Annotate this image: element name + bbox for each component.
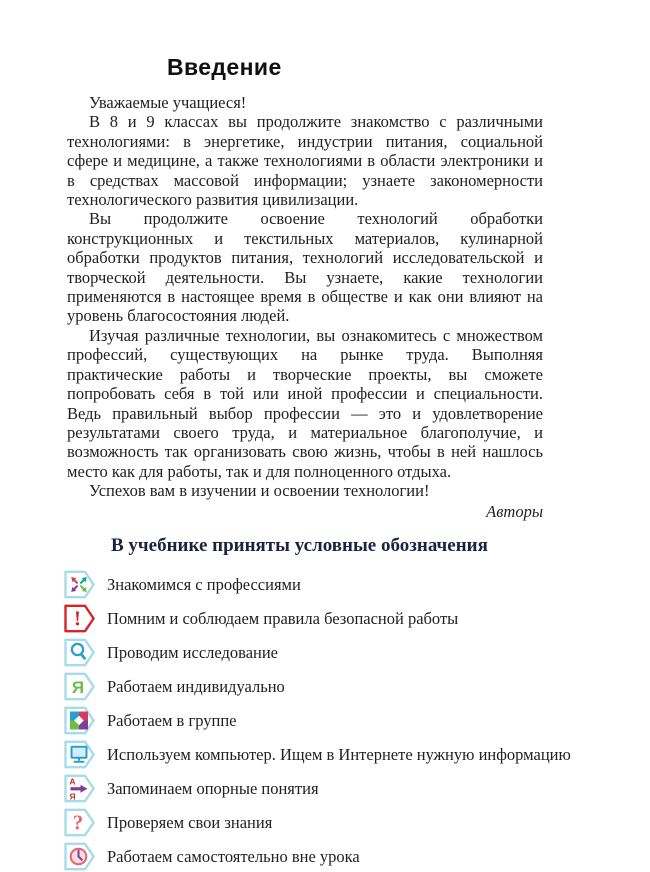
- legend-item-label: Запоминаем опорные понятия: [107, 779, 319, 799]
- computer-icon: [62, 739, 96, 770]
- legend-item: [62, 604, 650, 634]
- svg-text:Я: Я: [71, 678, 85, 698]
- paragraph: В 8 и 9 классах вы продолжите знакомство с различными технологиями: в энергетике, индустрии питания, социальной сфере и медицине, а также технологиями в области электроники и в средствах массовой информации; узнаете закономерности технологического развития цивилизации.: [67, 112, 543, 210]
- page-title: Введение: [167, 54, 282, 80]
- research-magnifier-icon: [62, 637, 96, 668]
- legend-item: [62, 570, 650, 600]
- intro-paragraphs: [67, 93, 543, 501]
- svg-text:Я: Я: [69, 791, 76, 802]
- check-knowledge-icon: [62, 807, 96, 838]
- group-work-icon: [62, 705, 96, 736]
- legend-item: [62, 638, 650, 668]
- legend-item: [62, 706, 650, 736]
- legend-list: [0, 570, 650, 872]
- safety-exclamation-icon: [62, 603, 96, 634]
- svg-text:?: ?: [72, 811, 84, 836]
- individual-work-icon: [62, 671, 96, 702]
- paragraph: Изучая различные технологии, вы ознакомитесь с множеством профессий, существующих на рынке труда. Выполняя практические работы и творческие проекты, вы сможете попробовать себя в той или иной профессии и специальности. Ведь правильный выбор профессии — это и удовлетворение результатами своего труда, и материальное благополучие, и возможность так организовать свою жизнь, чтобы в ней нашлось место как для работы, так и для полноценного отдыха.: [67, 325, 543, 481]
- legend-item-label: Помним и соблюдаем правила безопасной работы: [107, 609, 459, 629]
- legend-heading: В учебнике приняты условные обозначения: [111, 534, 488, 556]
- key-terms-icon: [62, 773, 96, 804]
- paragraph: Вы продолжите освоение технологий обработки конструкционных и текстильных материалов, кулинарной обработки продуктов питания, технологий исследовательской и творческой деятельности. Вы узнаете, какие технологии применяются в настоящее время в обществе и как они влияют на уровень благосостояния людей.: [67, 209, 543, 326]
- paragraph: Уважаемые учащиеся!: [89, 93, 247, 112]
- svg-text:А: А: [69, 776, 76, 787]
- legend-item-label: Работаем в группе: [107, 711, 237, 731]
- legend-item: [62, 808, 650, 838]
- svg-text:!: !: [74, 606, 81, 631]
- paragraph: Успехов вам в изучении и освоении технологии!: [89, 481, 430, 501]
- professions-arrows-icon: [62, 569, 96, 600]
- legend-item-label: Проводим исследование: [107, 643, 279, 663]
- legend-item-label: Знакомимся с профессиями: [107, 575, 301, 595]
- legend-item: [62, 740, 650, 770]
- legend-item-label: Работаем индивидуально: [107, 677, 285, 697]
- legend-item-label: Проверяем свои знания: [107, 813, 273, 833]
- legend-item-label: Работаем самостоятельно вне урока: [107, 847, 360, 867]
- author-line: Авторы: [486, 501, 543, 521]
- legend-item: [62, 842, 650, 872]
- legend-item: [62, 672, 650, 702]
- legend-item-label: Используем компьютер. Ищем в Интернете нужную информацию: [107, 745, 571, 765]
- homework-clock-icon: [62, 841, 96, 872]
- legend-item: [62, 774, 650, 804]
